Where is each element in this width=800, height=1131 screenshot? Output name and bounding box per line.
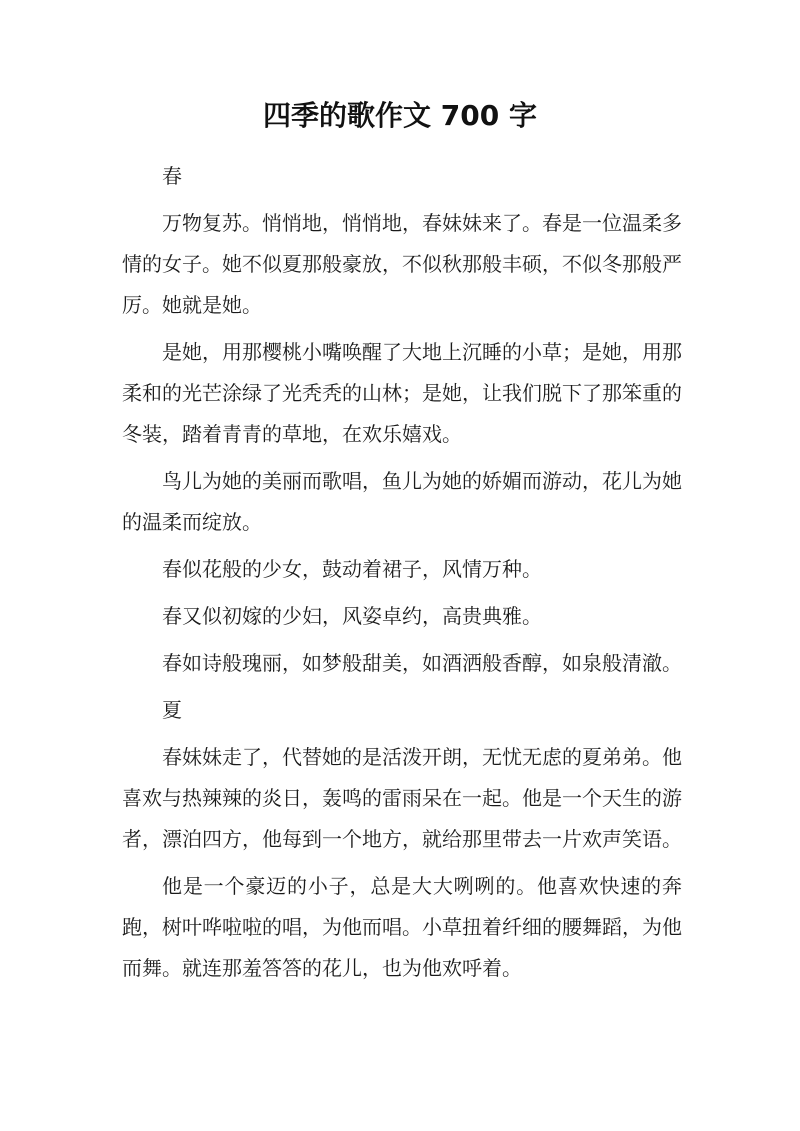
paragraph: 鸟儿为她的美丽而歌唱，鱼儿为她的娇媚而游动，花儿为她的温柔而绽放。 — [122, 469, 682, 534]
paragraph: 他是一个豪迈的小子，总是大大咧咧的。他喜欢快速的奔跑，树叶哗啦啦的唱，为他而唱。小草扭着纤细的腰舞蹈，为他而舞。就连那羞答答的花儿，也为他欢呼着。 — [122, 874, 682, 980]
paragraph: 是她，用那樱桃小嘴唤醒了大地上沉睡的小草；是她，用那柔和的光芒涂绿了光秃秃的山林；是她，让我们脱下了那笨重的冬装，踏着青青的草地，在欢乐嬉戏。 — [122, 340, 682, 446]
document-body — [122, 156, 682, 995]
paragraph: 春又似初嫁的少妇，风姿卓约，高贵典雅。 — [162, 604, 542, 628]
document-title: 四季的歌作文 700 字 — [263, 99, 537, 132]
paragraph: 春妹妹走了，代替她的是活泼开朗，无忧无虑的夏弟弟。他喜欢与热辣辣的炎日，轰鸣的雷雨呆在一起。他是一个天生的游者，漂泊四方，他每到一个地方，就给那里带去一片欢声笑语。 — [122, 745, 682, 851]
paragraph: 万物复苏。悄悄地，悄悄地，春妹妹来了。春是一位温柔多情的女子。她不似夏那般豪放，不似秋那般丰硕，不似冬那般严厉。她就是她。 — [122, 211, 682, 317]
paragraph-spring-heading: 春 — [162, 164, 182, 188]
paragraph: 春如诗般瑰丽，如梦般甜美，如酒洒般香醇，如泉般清澈。 — [162, 651, 682, 675]
paragraph-summer-heading: 夏 — [162, 698, 182, 722]
paragraph: 春似花般的少女，鼓动着裙子，风情万种。 — [162, 557, 542, 581]
